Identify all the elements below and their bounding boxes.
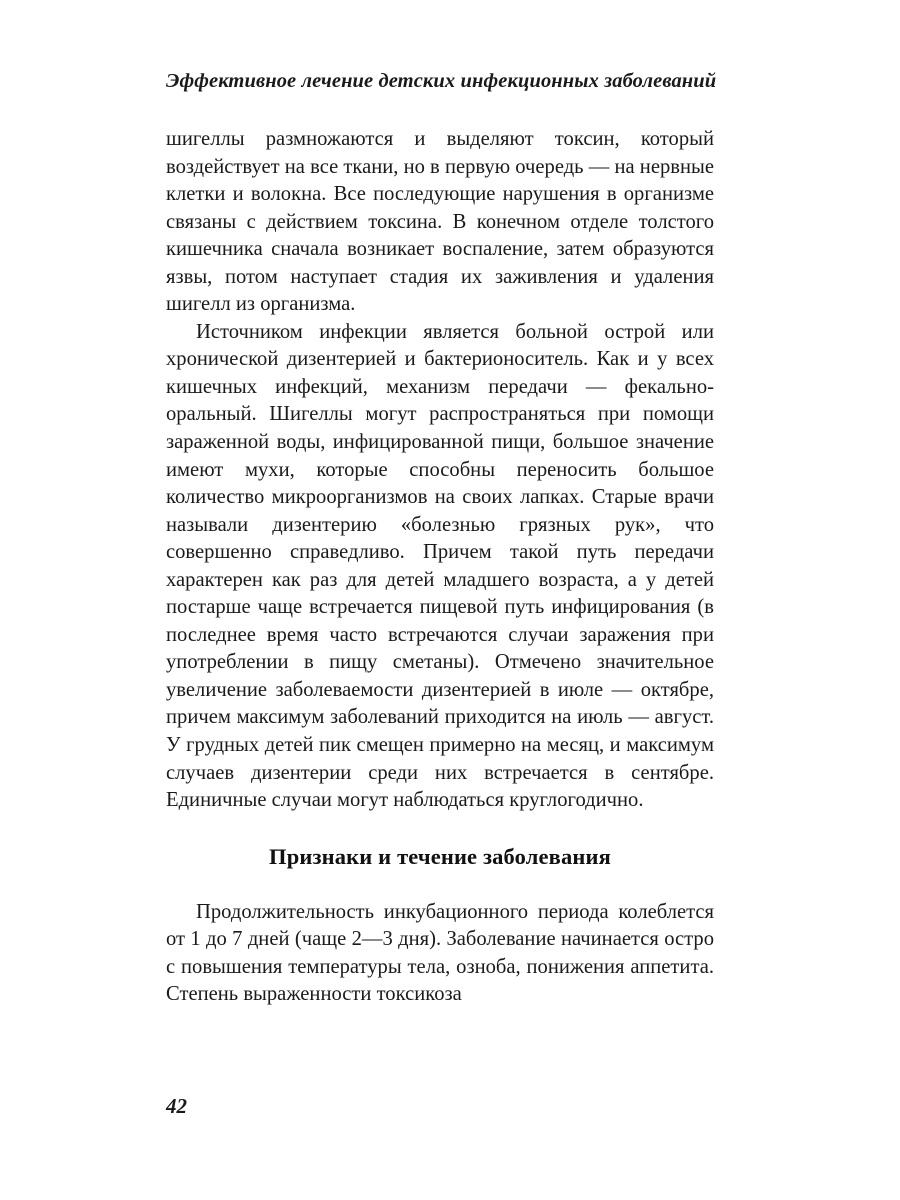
page-body bbox=[166, 126, 714, 1009]
heading-spacer-lower bbox=[166, 871, 714, 899]
paragraph-incubation-period: Продолжительность инкубационного периода колеблется от 1 до 7 дней (чаще 2—3 дня). Заболевание начинается остро с повышения температуры тела, озноба, понижения аппетита. Степень выраженности токсикоза bbox=[166, 900, 714, 1006]
running-head: Эффективное лечение детских инфекционных заболеваний bbox=[166, 70, 717, 92]
paragraph-continued: шигеллы размножаются и выделяют токсин, который воздействует на все ткани, но в первую очередь — на нервные клетки и волокна. Все последующие нарушения в организме связаны с действием токсина. В конечном отделе толстого кишечника сначала возникает воспаление, затем образуются язвы, потом наступает стадия их заживления и удаления шигелл из организма. bbox=[166, 128, 714, 316]
paragraph-infection-source: Источником инфекции является больной острой или хронической дизентерией и бактерионоситель. Как и у всех кишечных инфекций, механизм передачи — фекально-оральный. Шигеллы могут распространяться при помощи зараженной воды, инфицированной пищи, большое значение имеют мухи, которые способны переносить большое количество микроорганизмов на своих лапках. Старые врачи называли дизентерию «болезнью грязных рук», что совершенно справедливо. Причем такой путь передачи характерен как раз для детей младшего возраста, а у детей постарше чаще встречается пищевой путь инфицирования (в последнее время часто встречаются случаи заражения при употреблении в пищу сметаны). Отмечено значительное увеличение заболеваемости дизентерией в июле — октябре, причем максимум заболеваний приходится на июль — август. У грудных детей пик смещен примерно на месяц, и максимум случаев дизентерии среди них встречается в сентябре. Единичные случаи могут наблюдаться круглогодично. bbox=[166, 320, 714, 812]
section-heading: Признаки и течение заболевания bbox=[269, 843, 611, 869]
page-number: 42 bbox=[166, 1094, 187, 1118]
heading-spacer bbox=[166, 815, 714, 843]
